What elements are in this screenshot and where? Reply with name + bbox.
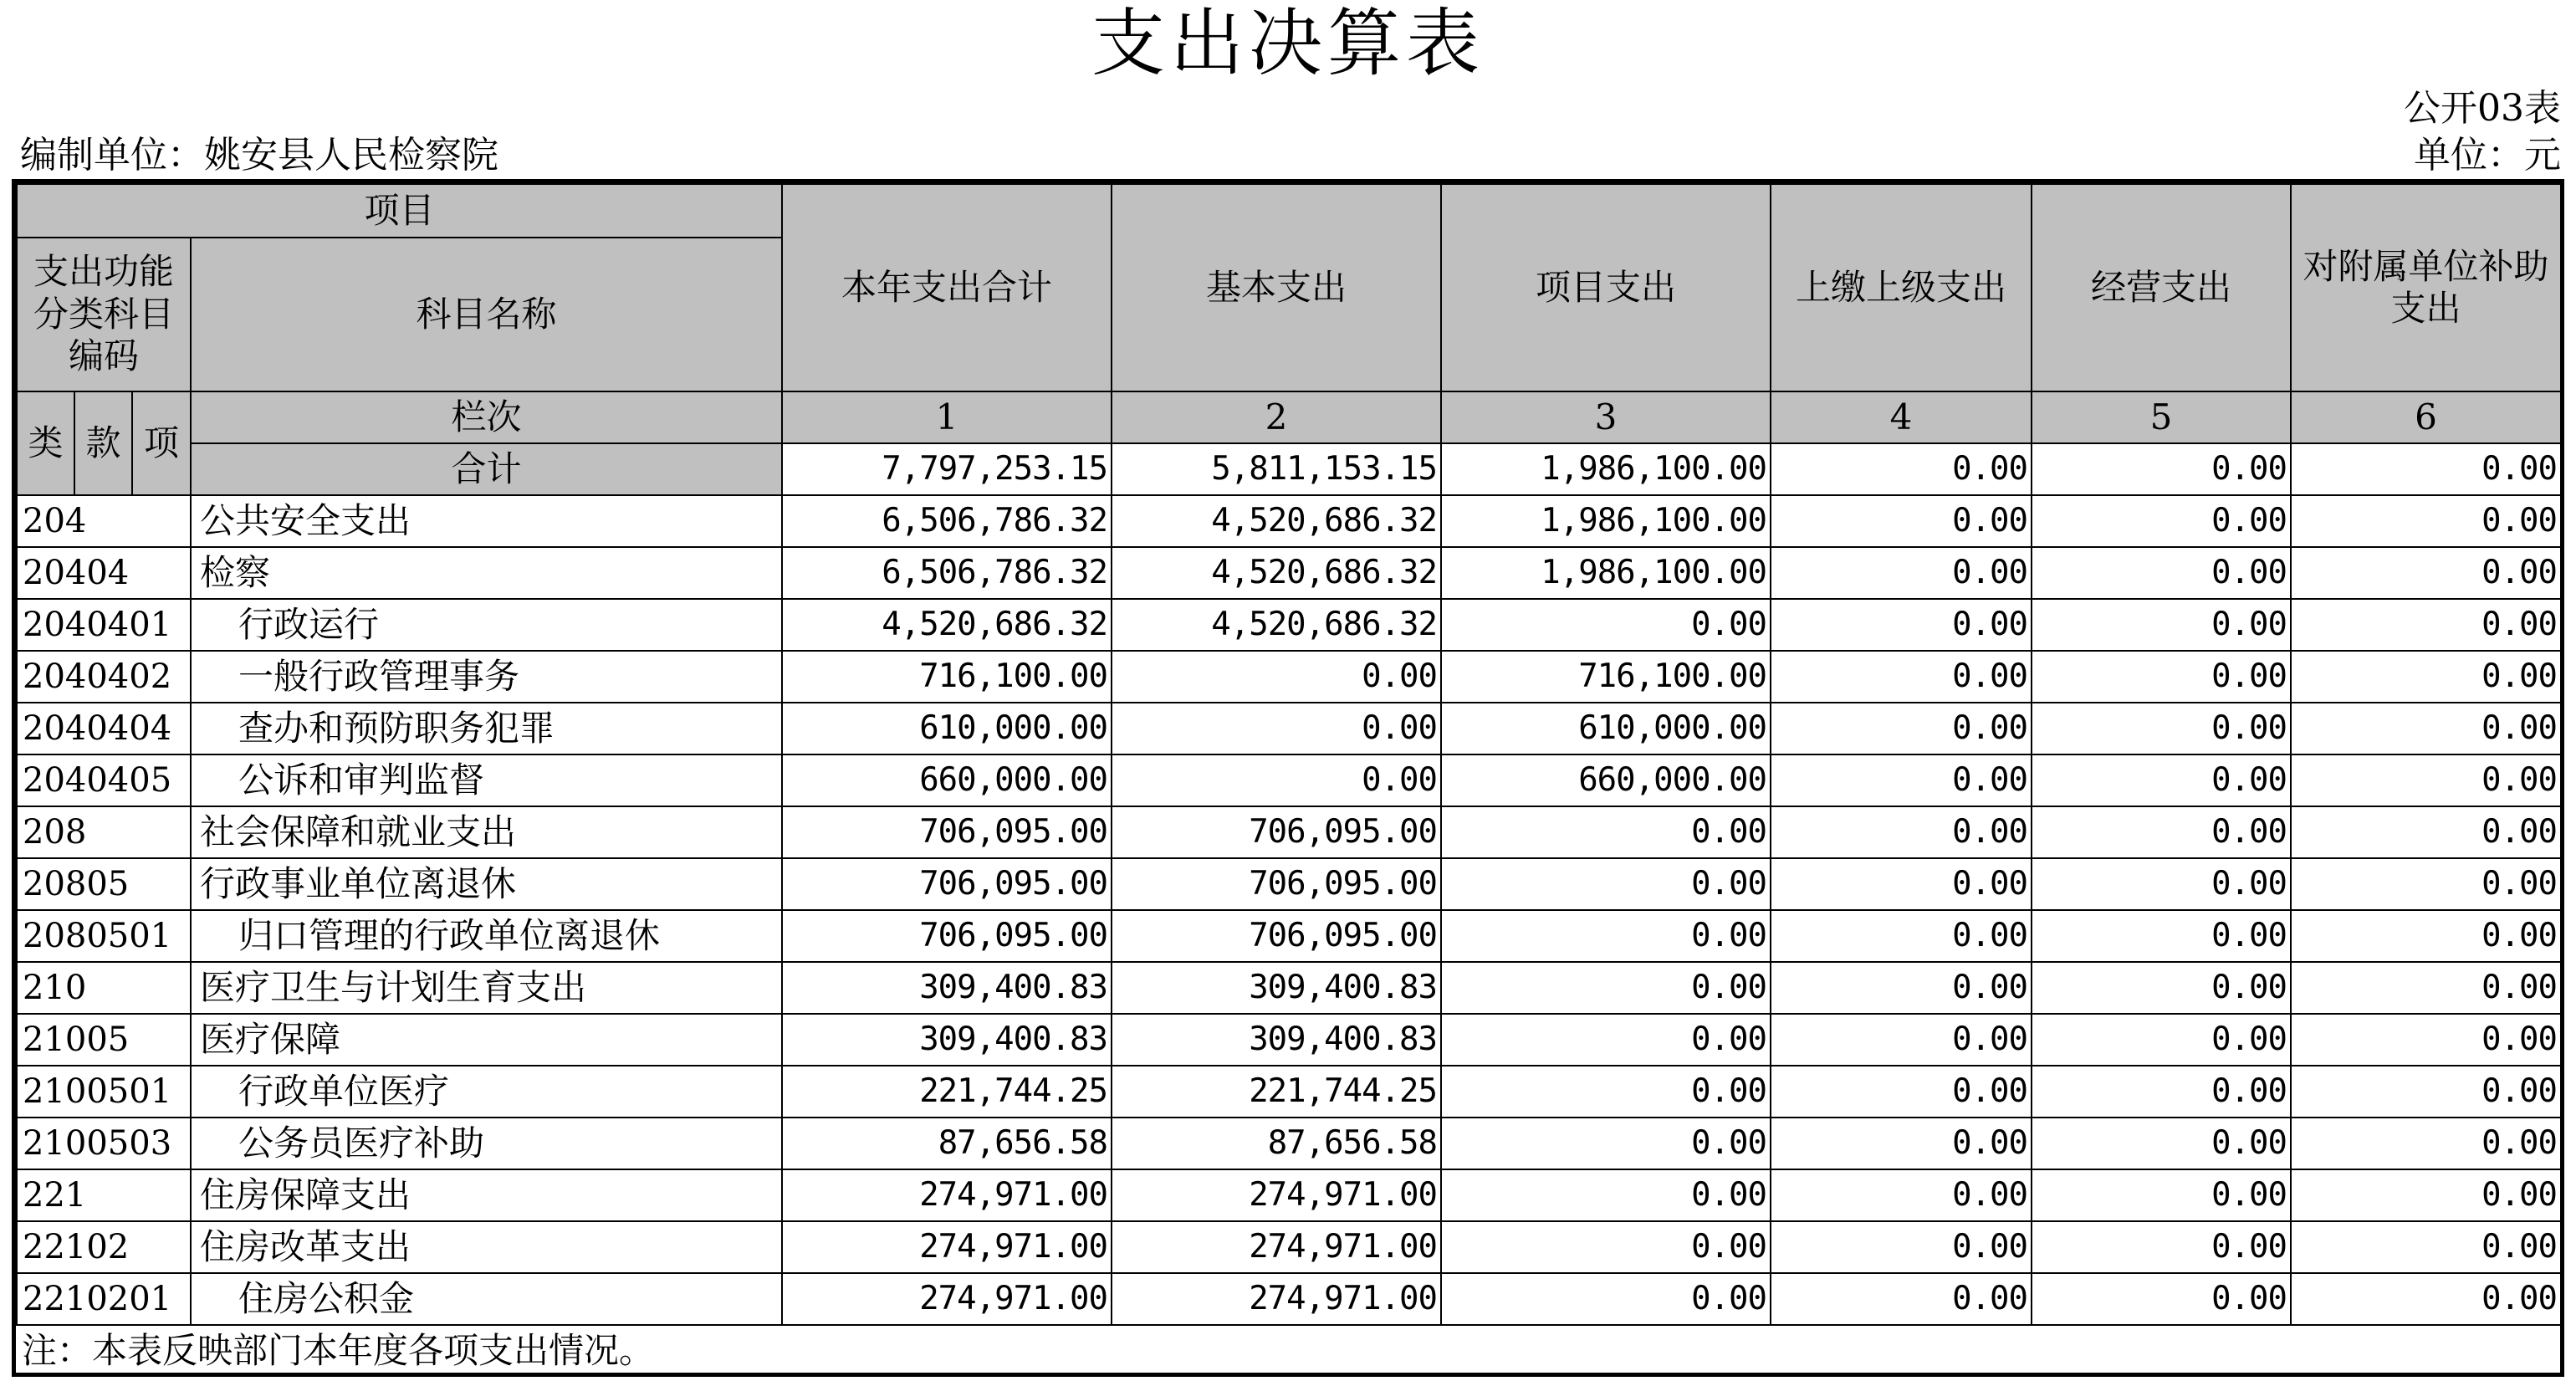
amount-col-1: 87,656.58 xyxy=(782,1118,1112,1169)
amount-col-6: 0.00 xyxy=(2291,703,2561,754)
amount-col-4: 0.00 xyxy=(1771,858,2032,910)
amount-col-3: 0.00 xyxy=(1441,1014,1771,1066)
table-row xyxy=(17,547,2561,599)
total-label: 合计 xyxy=(191,443,782,495)
amount-col-1: 4,520,686.32 xyxy=(782,599,1112,651)
subject-name: 公共安全支出 xyxy=(191,495,782,547)
amount-col-4: 0.00 xyxy=(1771,1169,2032,1221)
amount-col-5: 0.00 xyxy=(2032,599,2291,651)
amount-col-6: 0.00 xyxy=(2291,1014,2561,1066)
subject-code: 2080501 xyxy=(17,910,191,962)
subject-name: 住房保障支出 xyxy=(191,1169,782,1221)
amount-col-4: 0.00 xyxy=(1771,910,2032,962)
amount-col-3: 0.00 xyxy=(1441,1066,1771,1118)
total-row xyxy=(17,443,2561,495)
amount-col-2: 706,095.00 xyxy=(1112,910,1441,962)
subject-code: 2040402 xyxy=(17,651,191,703)
amount-col-4: 0.00 xyxy=(1771,495,2032,547)
amount-col-2: 0.00 xyxy=(1112,703,1441,754)
amount-col-3: 0.00 xyxy=(1441,1169,1771,1221)
amount-col-1: 274,971.00 xyxy=(782,1273,1112,1325)
form-code: 公开03表 xyxy=(2404,87,2561,130)
subject-name: 社会保障和就业支出 xyxy=(191,806,782,858)
amount-col-3: 0.00 xyxy=(1441,910,1771,962)
amount-col-4: 0.00 xyxy=(1771,703,2032,754)
amount-col-4: 0.00 xyxy=(1771,962,2032,1014)
amount-col-6: 0.00 xyxy=(2291,1221,2561,1273)
total-value-1: 7,797,253.15 xyxy=(782,443,1112,495)
amount-col-1: 6,506,786.32 xyxy=(782,547,1112,599)
amount-col-1: 274,971.00 xyxy=(782,1169,1112,1221)
amount-col-2: 4,520,686.32 xyxy=(1112,495,1441,547)
subject-name: 归口管理的行政单位离退休 xyxy=(191,910,782,962)
amount-col-5: 0.00 xyxy=(2032,962,2291,1014)
amount-col-4: 0.00 xyxy=(1771,547,2032,599)
amount-col-3: 0.00 xyxy=(1441,1221,1771,1273)
header-kuan: 款 xyxy=(74,391,132,495)
subject-name: 公诉和审判监督 xyxy=(191,754,782,806)
amount-col-1: 6,506,786.32 xyxy=(782,495,1112,547)
amount-col-2: 274,971.00 xyxy=(1112,1273,1441,1325)
amount-col-1: 706,095.00 xyxy=(782,858,1112,910)
subject-code: 208 xyxy=(17,806,191,858)
amount-col-3: 0.00 xyxy=(1441,962,1771,1014)
amount-col-2: 4,520,686.32 xyxy=(1112,599,1441,651)
amount-col-5: 0.00 xyxy=(2032,1169,2291,1221)
amount-col-4: 0.00 xyxy=(1771,754,2032,806)
amount-col-4: 0.00 xyxy=(1771,1221,2032,1273)
amount-col-6: 0.00 xyxy=(2291,962,2561,1014)
amount-col-4: 0.00 xyxy=(1771,1014,2032,1066)
table-row xyxy=(17,599,2561,651)
subject-code: 2040401 xyxy=(17,599,191,651)
amount-col-5: 0.00 xyxy=(2032,754,2291,806)
amount-col-3: 1,986,100.00 xyxy=(1441,547,1771,599)
table-note: 注：本表反映部门本年度各项支出情况。 xyxy=(17,1325,2561,1377)
amount-col-4: 0.00 xyxy=(1771,1273,2032,1325)
table-row xyxy=(17,703,2561,754)
amount-col-5: 0.00 xyxy=(2032,651,2291,703)
amount-col-4: 0.00 xyxy=(1771,599,2032,651)
amount-col-5: 0.00 xyxy=(2032,547,2291,599)
amount-col-2: 274,971.00 xyxy=(1112,1169,1441,1221)
amount-col-2: 309,400.83 xyxy=(1112,1014,1441,1066)
table-row xyxy=(17,962,2561,1014)
header-col-5: 经营支出 xyxy=(2032,184,2291,391)
subject-name: 行政事业单位离退休 xyxy=(191,858,782,910)
expenditure-table-frame xyxy=(12,179,2564,1377)
header-project: 项目 xyxy=(17,184,782,238)
amount-col-2: 309,400.83 xyxy=(1112,962,1441,1014)
amount-col-1: 309,400.83 xyxy=(782,1014,1112,1066)
table-row xyxy=(17,1066,2561,1118)
amount-col-6: 0.00 xyxy=(2291,495,2561,547)
table-row xyxy=(17,1221,2561,1273)
amount-col-2: 0.00 xyxy=(1112,651,1441,703)
amount-col-3: 0.00 xyxy=(1441,806,1771,858)
subject-code: 210 xyxy=(17,962,191,1014)
amount-col-5: 0.00 xyxy=(2032,858,2291,910)
total-value-6: 0.00 xyxy=(2291,443,2561,495)
table-row xyxy=(17,1014,2561,1066)
amount-col-6: 0.00 xyxy=(2291,754,2561,806)
amount-col-4: 0.00 xyxy=(1771,1118,2032,1169)
column-number-5: 5 xyxy=(2032,391,2291,443)
subject-name: 检察 xyxy=(191,547,782,599)
header-subject-name: 科目名称 xyxy=(191,238,782,391)
subject-code: 204 xyxy=(17,495,191,547)
subject-code: 2210201 xyxy=(17,1273,191,1325)
amount-col-2: 4,520,686.32 xyxy=(1112,547,1441,599)
subject-code: 2040404 xyxy=(17,703,191,754)
table-row xyxy=(17,910,2561,962)
amount-col-4: 0.00 xyxy=(1771,651,2032,703)
amount-col-1: 221,744.25 xyxy=(782,1066,1112,1118)
note-row xyxy=(17,1325,2561,1377)
subject-code: 2100501 xyxy=(17,1066,191,1118)
amount-col-5: 0.00 xyxy=(2032,1014,2291,1066)
amount-col-3: 0.00 xyxy=(1441,599,1771,651)
table-row xyxy=(17,495,2561,547)
amount-col-2: 274,971.00 xyxy=(1112,1221,1441,1273)
amount-col-6: 0.00 xyxy=(2291,858,2561,910)
column-number-1: 1 xyxy=(782,391,1112,443)
total-value-4: 0.00 xyxy=(1771,443,2032,495)
column-number-2: 2 xyxy=(1112,391,1441,443)
amount-col-1: 706,095.00 xyxy=(782,806,1112,858)
amount-col-1: 660,000.00 xyxy=(782,754,1112,806)
header-col-4: 上缴上级支出 xyxy=(1771,184,2032,391)
amount-col-5: 0.00 xyxy=(2032,1273,2291,1325)
subject-name: 查办和预防职务犯罪 xyxy=(191,703,782,754)
table-row xyxy=(17,858,2561,910)
subject-name: 医疗保障 xyxy=(191,1014,782,1066)
table-row xyxy=(17,806,2561,858)
amount-col-3: 0.00 xyxy=(1441,1118,1771,1169)
subject-code: 20805 xyxy=(17,858,191,910)
amount-col-5: 0.00 xyxy=(2032,1066,2291,1118)
column-number-6: 6 xyxy=(2291,391,2561,443)
subject-name: 住房公积金 xyxy=(191,1273,782,1325)
subject-name: 行政单位医疗 xyxy=(191,1066,782,1118)
amount-col-5: 0.00 xyxy=(2032,703,2291,754)
amount-col-6: 0.00 xyxy=(2291,599,2561,651)
expenditure-table xyxy=(16,183,2562,1377)
table-row xyxy=(17,1118,2561,1169)
amount-col-6: 0.00 xyxy=(2291,651,2561,703)
total-value-3: 1,986,100.00 xyxy=(1441,443,1771,495)
amount-col-2: 87,656.58 xyxy=(1112,1118,1441,1169)
subject-code: 2100503 xyxy=(17,1118,191,1169)
header-code-group: 支出功能分类科目编码 xyxy=(17,238,191,391)
subject-name: 住房改革支出 xyxy=(191,1221,782,1273)
subject-name: 行政运行 xyxy=(191,599,782,651)
header-lanci: 栏次 xyxy=(191,391,782,443)
amount-col-2: 0.00 xyxy=(1112,754,1441,806)
amount-col-4: 0.00 xyxy=(1771,1066,2032,1118)
subject-code: 21005 xyxy=(17,1014,191,1066)
amount-col-1: 706,095.00 xyxy=(782,910,1112,962)
amount-col-5: 0.00 xyxy=(2032,1221,2291,1273)
compiling-unit: 编制单位：姚安县人民检察院 xyxy=(20,134,498,176)
amount-col-2: 706,095.00 xyxy=(1112,858,1441,910)
amount-col-5: 0.00 xyxy=(2032,910,2291,962)
total-value-2: 5,811,153.15 xyxy=(1112,443,1441,495)
header-col-1: 本年支出合计 xyxy=(782,184,1112,391)
amount-col-3: 716,100.00 xyxy=(1441,651,1771,703)
table-row xyxy=(17,651,2561,703)
subject-code: 20404 xyxy=(17,547,191,599)
header-col-6: 对附属单位补助支出 xyxy=(2291,184,2561,391)
subject-code: 22102 xyxy=(17,1221,191,1273)
amount-col-1: 309,400.83 xyxy=(782,962,1112,1014)
amount-col-6: 0.00 xyxy=(2291,1273,2561,1325)
header-lei: 类 xyxy=(17,391,74,495)
amount-col-6: 0.00 xyxy=(2291,1066,2561,1118)
amount-col-6: 0.00 xyxy=(2291,547,2561,599)
amount-col-5: 0.00 xyxy=(2032,1118,2291,1169)
total-value-5: 0.00 xyxy=(2032,443,2291,495)
subject-code: 2040405 xyxy=(17,754,191,806)
table-row xyxy=(17,1273,2561,1325)
amount-col-3: 610,000.00 xyxy=(1441,703,1771,754)
amount-col-3: 0.00 xyxy=(1441,1273,1771,1325)
amount-col-3: 1,986,100.00 xyxy=(1441,495,1771,547)
amount-col-5: 0.00 xyxy=(2032,806,2291,858)
header-col-2: 基本支出 xyxy=(1112,184,1441,391)
page-title: 支出决算表 xyxy=(1091,0,1485,86)
currency-unit: 单位：元 xyxy=(2414,134,2561,176)
amount-col-3: 0.00 xyxy=(1441,858,1771,910)
amount-col-6: 0.00 xyxy=(2291,1118,2561,1169)
amount-col-6: 0.00 xyxy=(2291,910,2561,962)
amount-col-2: 706,095.00 xyxy=(1112,806,1441,858)
table-row xyxy=(17,754,2561,806)
amount-col-3: 660,000.00 xyxy=(1441,754,1771,806)
amount-col-6: 0.00 xyxy=(2291,806,2561,858)
amount-col-5: 0.00 xyxy=(2032,495,2291,547)
amount-col-1: 274,971.00 xyxy=(782,1221,1112,1273)
amount-col-1: 716,100.00 xyxy=(782,651,1112,703)
amount-col-1: 610,000.00 xyxy=(782,703,1112,754)
header-col-3: 项目支出 xyxy=(1441,184,1771,391)
column-number-4: 4 xyxy=(1771,391,2032,443)
column-number-3: 3 xyxy=(1441,391,1771,443)
subject-code: 221 xyxy=(17,1169,191,1221)
subject-name: 医疗卫生与计划生育支出 xyxy=(191,962,782,1014)
header-xiang: 项 xyxy=(132,391,191,495)
subject-name: 一般行政管理事务 xyxy=(191,651,782,703)
table-row xyxy=(17,1169,2561,1221)
amount-col-4: 0.00 xyxy=(1771,806,2032,858)
subject-name: 公务员医疗补助 xyxy=(191,1118,782,1169)
amount-col-6: 0.00 xyxy=(2291,1169,2561,1221)
amount-col-2: 221,744.25 xyxy=(1112,1066,1441,1118)
